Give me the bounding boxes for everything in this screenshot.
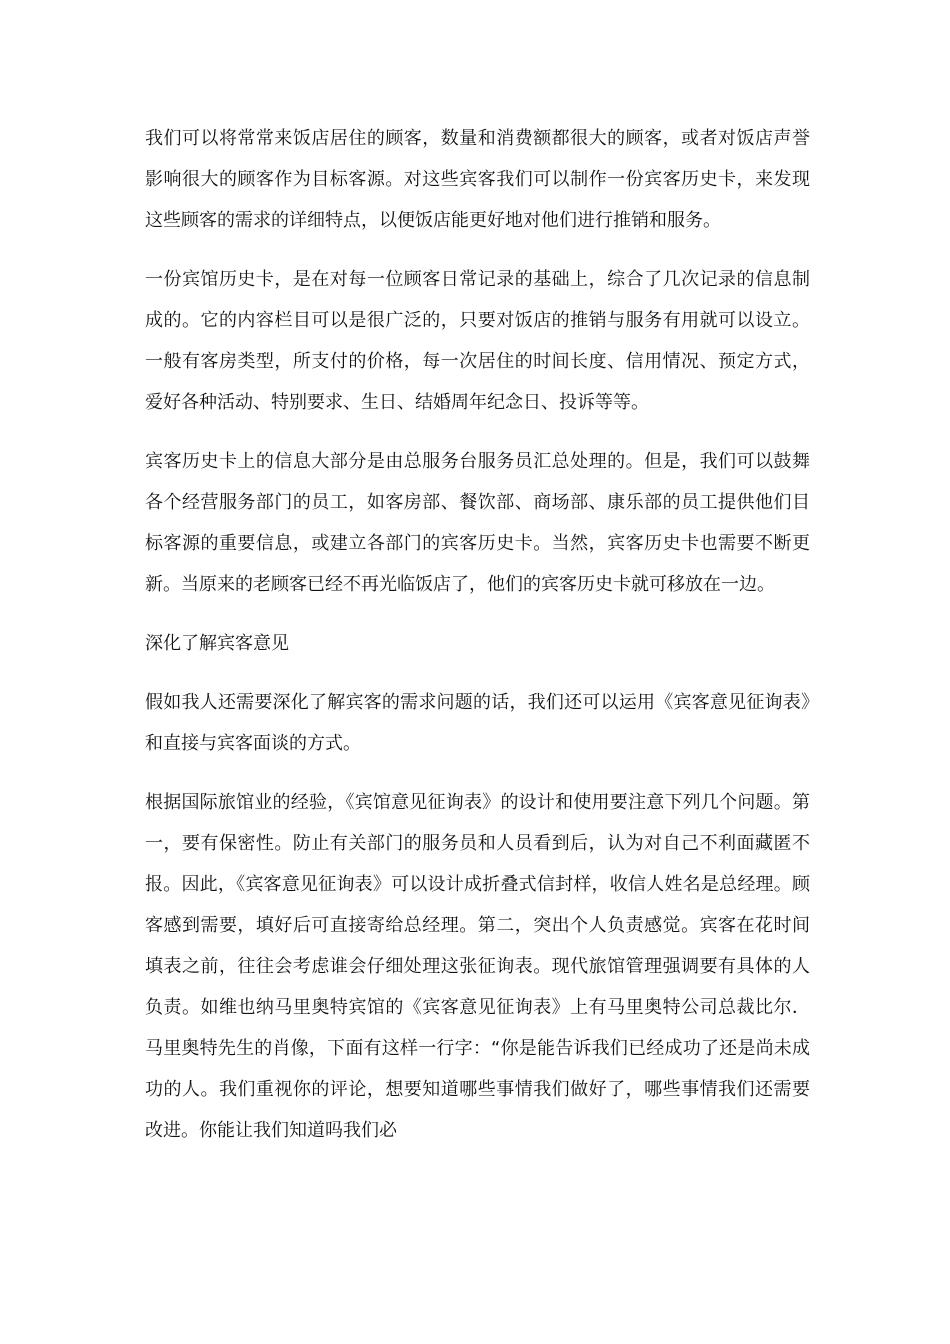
paragraph-survey-intro: 假如我人还需要深化了解宾客的需求问题的话，我们还可以运用《宾客意见征询表》和直接与宾客面谈的方式。 (145, 692, 810, 754)
paragraph-history-card: 一份宾馆历史卡，是在对每一位顾客日常记录的基础上，综合了几次记录的信息制成的。它的内容栏目可以是很广泛的，只要对饭店的推销与服务有用就可以设立。一般有客房类型，所支付的价格，每一次居住的时间长度、信用情况、预定方式，爱好各种活动、特别要求、生日、结婚周年纪念日、投诉等等。 (145, 269, 810, 413)
section-heading: 深化了解宾客意见 (145, 633, 289, 654)
paragraph-survey-design: 根据国际旅馆业的经验，《宾馆意见征询表》的设计和使用要注意下列几个问题。第一，要有保密性。防止有关部门的服务员和人员看到后，认为对自己不利面藏匿不报。因此，《宾客意见征询表》可以设计成折叠式信封样，收信人姓名是总经理。顾客感到需要，填好后可直接寄给总经理。第二，突出个人负责感觉。宾客在花时间填表之前，往往会考虑谁会仔细处理这张征询表。现代旅馆管理强调要有具体的人负责。如维也纳马里奥特宾馆的《宾客意见征询表》上有马里奥特公司总裁比尔．马里奥特先生的肖像，下面有这样一行字：“你是能告诉我们已经成功了还是尚未成功的人。我们重视你的评论，想要知道哪些事情我们做好了，哪些事情我们还需要改进。你能让我们知道吗我们必 (145, 792, 810, 1141)
paragraph-target-guests: 我们可以将常常来饭店居住的顾客，数量和消费额都很大的顾客，或者对饭店声誉影响很大的顾客作为目标客源。对这些宾客我们可以制作一份宾客历史卡，来发现这些顾客的需求的详细特点，以便饭店能更好地对他们进行推销和服务。 (145, 128, 810, 231)
paragraph-card-maintenance: 宾客历史卡上的信息大部分是由总服务台服务员汇总处理的。但是，我们可以鼓舞各个经营服务部门的员工，如客房部、餐饮部、商场部、康乐部的员工提供他们目标客源的重要信息，或建立各部门的宾客历史卡。当然，宾客历史卡也需要不断更新。当原来的老顾客已经不再光临饭店了，他们的宾客历史卡就可移放在一边。 (145, 451, 810, 595)
document-body (145, 118, 810, 1169)
